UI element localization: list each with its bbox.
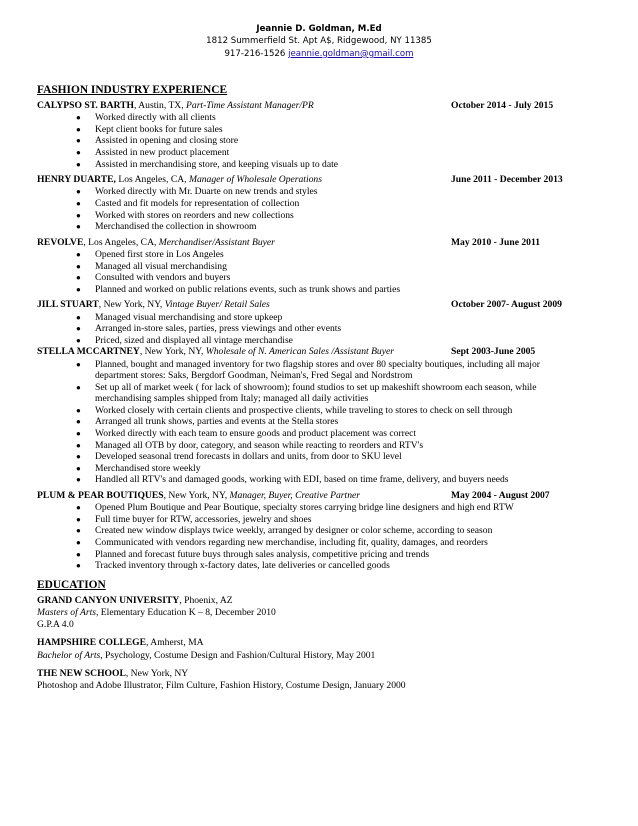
job-dates: October 2007- August 2009 — [451, 299, 562, 311]
job-heading — [37, 490, 597, 502]
job-heading — [37, 346, 597, 358]
job-location: , Austin, TX, — [133, 100, 187, 111]
job-company: PLUM & PEAR BOUTIQUES — [37, 490, 164, 502]
school-location: , New York, NY — [125, 667, 189, 679]
bullet-text: Planned and worked on public relations events, such as trunk shows and parties — [95, 283, 401, 295]
bullet-text: Worked directly with each team to ensure goods and product placement was correct — [95, 428, 417, 440]
resume-header — [0, 23, 638, 60]
job-bullet — [37, 549, 597, 561]
job-bullets — [37, 502, 597, 572]
bullet-dot-icon: ● — [76, 359, 81, 369]
job-dates: May 2004 - August 2007 — [451, 490, 550, 502]
job-location: Los Angeles, CA, — [115, 174, 189, 186]
candidate-address: 1812 Summerfield St. Apt A$, Ridgewood, NY 11385 — [206, 36, 432, 47]
job-bullet — [37, 312, 597, 324]
school-detail: , Elementary Education K – 8, December 2010 — [96, 607, 276, 619]
bullet-text: Merchandised store weekly — [95, 462, 201, 474]
education-list — [37, 595, 597, 692]
job-dates: October 2014 - July 2015 — [451, 100, 554, 111]
bullet-dot-icon: ● — [76, 136, 81, 146]
bullet-dot-icon: ● — [76, 429, 81, 439]
bullet-text: Set up all of market week ( for lack of showroom); found studios to set up makeshift showroom each season, while — [95, 381, 537, 393]
bullet-text: Handled all RTV's and damaged goods, working with EDI, based on time frame, delivery, and buyers needs — [95, 474, 509, 486]
candidate-email-link[interactable]: jeannie.goldman@gmail.com — [288, 48, 414, 59]
bullet-text: Consulted with vendors and buyers — [95, 272, 231, 284]
job-entry — [37, 346, 597, 486]
school-degree-line — [37, 680, 597, 692]
bullet-text: Tracked inventory through x-factory dates, late deliveries or cancelled goods — [95, 560, 390, 572]
job-heading — [37, 237, 597, 249]
job-bullet — [37, 463, 597, 475]
school-heading — [37, 595, 597, 607]
candidate-name: Jeannie D. Goldman, M.Ed — [256, 24, 382, 34]
education-section-title: EDUCATION — [37, 578, 106, 591]
school-name: HAMPSHIRE COLLEGE — [37, 637, 147, 649]
bullet-dot-icon: ● — [76, 147, 81, 157]
job-location: , New York, NY, — [139, 346, 206, 358]
job-entry — [37, 490, 597, 572]
school-degree-line — [37, 650, 597, 662]
bullet-dot-icon: ● — [76, 324, 81, 334]
experience-list — [37, 100, 597, 572]
bullet-text: Opened first store in Los Angeles — [95, 248, 224, 260]
bullet-text: Managed all OTB by door, category, and season while reacting to reorders and RTV's — [95, 439, 424, 451]
job-bullet — [37, 323, 597, 335]
bullet-text: Planned, bought and managed inventory for two flagship stores and over 80 specialty boutiques, including all major — [95, 358, 540, 370]
contact-line — [0, 48, 638, 60]
job-bullet — [37, 198, 597, 210]
job-company: HENRY DUARTE, — [37, 174, 116, 186]
job-heading — [37, 299, 597, 311]
job-dates: June 2011 - December 2013 — [451, 174, 563, 186]
school-detail: Photoshop and Adobe Illustrator, Film Culture, Fashion History, Costume Design, January 2000 — [37, 680, 406, 692]
bullet-text: Developed seasonal trend forecasts in dollars and units, from door to SKU level — [95, 451, 402, 463]
job-bullet — [37, 159, 597, 171]
bullet-dot-icon: ● — [76, 549, 81, 559]
job-entry — [37, 237, 597, 296]
job-bullet — [37, 440, 597, 452]
job-bullet — [37, 261, 597, 273]
job-location: , Los Angeles, CA, — [83, 236, 159, 248]
job-bullet — [37, 221, 597, 233]
job-bullet — [37, 112, 597, 124]
job-bullet — [37, 135, 597, 147]
job-heading — [37, 174, 597, 186]
school-entry — [37, 595, 597, 632]
school-location: , Phoenix, AZ — [179, 594, 233, 606]
bullet-text: Assisted in merchandising store, and keeping visuals up to date — [95, 158, 338, 170]
job-bullet — [37, 502, 597, 514]
bullet-dot-icon: ● — [76, 113, 81, 123]
bullet-dot-icon: ● — [76, 198, 81, 208]
experience-section-title: FASHION INDUSTRY EXPERIENCE — [37, 84, 228, 96]
bullet-text: Worked directly with Mr. Duarte on new trends and styles — [95, 186, 318, 198]
job-bullets — [37, 359, 597, 487]
job-location: , New York, NY, — [98, 299, 165, 311]
job-dates: Sept 2003-June 2005 — [451, 346, 536, 358]
job-bullet — [37, 537, 597, 549]
job-bullet — [37, 514, 597, 526]
bullet-dot-icon: ● — [76, 417, 81, 427]
bullet-dot-icon: ● — [76, 463, 81, 473]
school-gpa: G.P.A 4.0 — [37, 619, 74, 631]
bullet-text: Worked directly with all clients — [95, 112, 216, 124]
job-bullet — [37, 525, 597, 537]
school-name: THE NEW SCHOOL — [37, 667, 126, 679]
bullet-text: Assisted in opening and closing store — [95, 135, 239, 147]
job-bullet — [37, 451, 597, 463]
bullet-text: department stores: Saks, Bergdorf Goodman, Neiman's, Fred Segal and Nordstrom — [95, 370, 413, 382]
job-entry — [37, 100, 597, 170]
job-bullet — [37, 428, 597, 440]
bullet-dot-icon: ● — [76, 124, 81, 134]
bullet-text: Kept client books for future sales — [95, 123, 223, 135]
bullet-dot-icon: ● — [76, 284, 81, 294]
job-role: Manager of Wholesale Operations — [188, 174, 322, 186]
bullet-text: Worked closely with certain clients and prospective clients, while traveling to stores to check on sell through — [95, 404, 513, 416]
school-entry — [37, 637, 597, 661]
job-entry — [37, 299, 597, 346]
bullet-text: Worked with stores on reorders and new collections — [95, 209, 294, 221]
bullet-text: Created new window displays twice weekly, arranged by designer or color scheme, according to season — [95, 525, 493, 537]
job-bullet — [37, 405, 597, 417]
job-bullet — [37, 147, 597, 159]
bullet-dot-icon: ● — [76, 335, 81, 345]
bullet-text: merchandising samples shipped from Italy; managed all daily activities — [95, 393, 369, 405]
bullet-dot-icon: ● — [76, 249, 81, 259]
bullet-text: Managed all visual merchandising — [95, 260, 227, 272]
bullet-dot-icon: ● — [76, 210, 81, 220]
bullet-dot-icon: ● — [76, 261, 81, 271]
bullet-dot-icon: ● — [76, 452, 81, 462]
bullet-text: Opened Plum Boutique and Pear Boutique, specialty stores carrying bridge line designers and high end RTW — [95, 502, 514, 514]
bullet-text: Communicated with vendors regarding new merchandise, including fit, quality, damages, and reorders — [95, 537, 488, 549]
bullet-text: Assisted in new product placement — [95, 146, 230, 158]
job-location: , New York, NY, — [163, 490, 230, 502]
bullet-text: Arranged all trunk shows, parties and events at the Stella stores — [95, 416, 339, 428]
bullet-dot-icon: ● — [76, 405, 81, 415]
bullet-dot-icon: ● — [76, 503, 81, 513]
job-bullet — [37, 560, 597, 572]
job-bullet — [37, 249, 597, 261]
job-company: STELLA MCCARTNEY — [37, 346, 140, 358]
school-degree: Masters of Arts — [37, 607, 96, 619]
job-role: Part-Time Assistant Manager/PR — [186, 100, 314, 111]
job-company: JILL STUART — [37, 299, 99, 311]
job-bullet — [37, 382, 597, 394]
school-detail: , Psychology, Costume Design and Fashion/Cultural History, May 2001 — [100, 649, 376, 661]
job-bullet — [37, 393, 597, 405]
bullet-dot-icon: ● — [76, 312, 81, 322]
resume-body — [37, 83, 597, 692]
bullet-dot-icon: ● — [76, 159, 81, 169]
bullet-text: Priced, sized and displayed all vintage merchandise — [95, 334, 293, 346]
job-role: Wholesale of N. American Sales /Assistant Buyer — [205, 346, 394, 358]
bullet-dot-icon: ● — [76, 475, 81, 485]
job-bullet — [37, 124, 597, 136]
bullet-dot-icon: ● — [76, 222, 81, 232]
school-heading — [37, 668, 597, 680]
job-bullet — [37, 186, 597, 198]
bullet-dot-icon: ● — [76, 526, 81, 536]
job-bullets — [37, 112, 597, 170]
job-heading — [37, 100, 597, 112]
job-bullet — [37, 284, 597, 296]
job-bullet — [37, 272, 597, 284]
school-degree: Bachelor of Arts — [37, 649, 101, 661]
bullet-dot-icon: ● — [76, 514, 81, 524]
bullet-dot-icon: ● — [76, 561, 81, 571]
job-dates: May 2010 - June 2011 — [451, 236, 541, 248]
school-entry — [37, 668, 597, 692]
bullet-dot-icon: ● — [76, 382, 81, 392]
school-heading — [37, 637, 597, 649]
bullet-dot-icon: ● — [76, 273, 81, 283]
job-company: REVOLVE — [37, 236, 84, 248]
candidate-phone: 917-216-1526 — [224, 48, 286, 59]
job-bullet — [37, 359, 597, 371]
job-entry — [37, 174, 597, 233]
bullet-dot-icon: ● — [76, 440, 81, 450]
job-bullets — [37, 312, 597, 347]
job-bullet — [37, 335, 597, 347]
bullet-text: Full time buyer for RTW, accessories, jewelry and shoes — [95, 513, 312, 525]
bullet-text: Planned and forecast future buys through sales analysis, competitive pricing and trends — [95, 548, 430, 560]
job-bullet — [37, 416, 597, 428]
job-bullets — [37, 186, 597, 232]
job-company: CALYPSO ST. BARTH — [37, 100, 134, 111]
school-name: GRAND CANYON UNIVERSITY — [37, 594, 180, 606]
bullet-text: Arranged in-store sales, parties, press viewings and other events — [95, 323, 342, 335]
job-bullet — [37, 210, 597, 222]
bullet-text: Casted and fit models for representation of collection — [95, 197, 300, 209]
bullet-dot-icon: ● — [76, 187, 81, 197]
job-bullet — [37, 474, 597, 486]
job-bullets — [37, 249, 597, 295]
school-location: , Amherst, MA — [146, 637, 204, 649]
bullet-text: Managed visual merchandising and store upkeep — [95, 311, 283, 323]
job-role: Merchandiser/Assistant Buyer — [158, 236, 275, 248]
job-role: Vintage Buyer/ Retail Sales — [164, 299, 270, 311]
school-degree-line — [37, 607, 597, 619]
job-bullet — [37, 370, 597, 382]
bullet-dot-icon: ● — [76, 538, 81, 548]
job-role: Manager, Buyer, Creative Partner — [229, 490, 360, 502]
bullet-text: Merchandised the collection in showroom — [95, 221, 257, 233]
